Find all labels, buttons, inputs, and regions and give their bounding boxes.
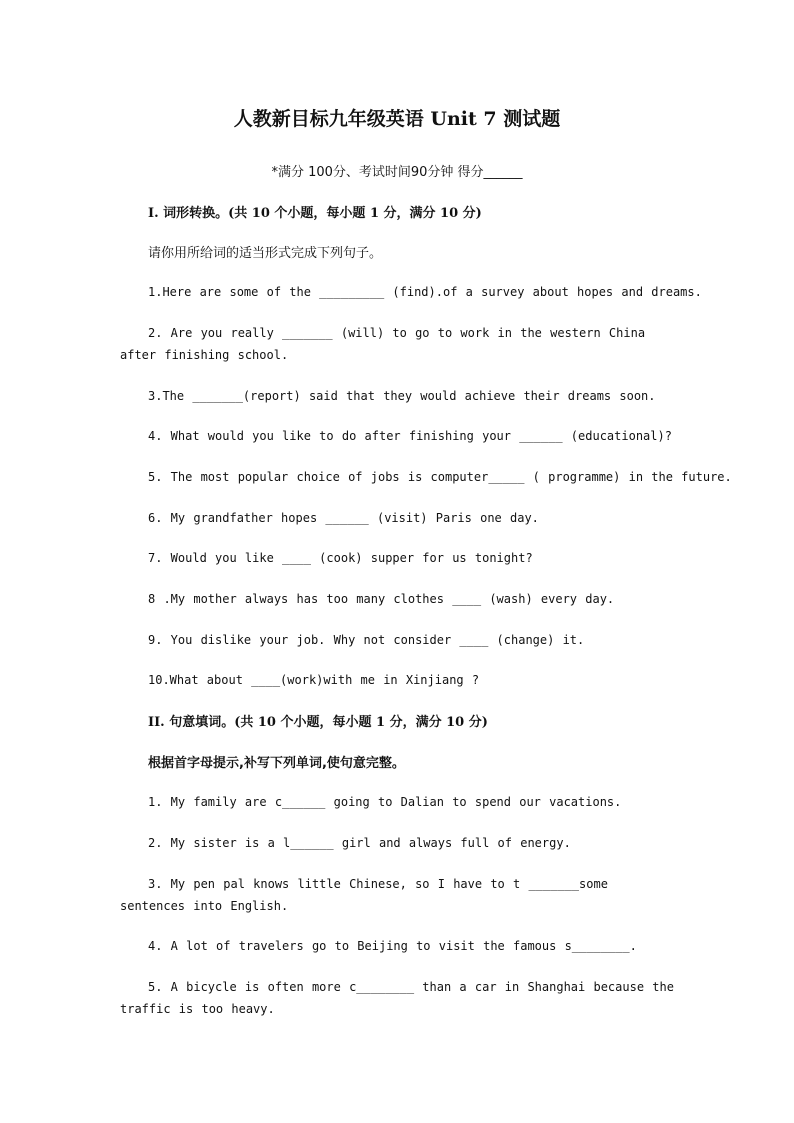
question-1-4: 4. What would you like to do after finishing your ______ (educational)?: [148, 429, 672, 443]
question-1-1: 1.Here are some of the _________ (find).of a survey about hopes and dreams.: [148, 285, 702, 299]
section-2-heading: II. 句意填词。(共 10 个小题，每小题 1 分，满分 10 分): [148, 715, 488, 730]
section-1-heading: I. 词形转换。(共 10 个小题，每小题 1 分，满分 10 分): [148, 206, 482, 221]
question-1-9: 9. You dislike your job. Why not consider ____ (change) it.: [148, 633, 585, 647]
section-1-instruction: 请你用所给词的适当形式完成下列句子。: [148, 246, 383, 261]
question-2-4: 4. A lot of travelers go to Beijing to visit the famous s________.: [148, 939, 637, 953]
question-1-3: 3.The _______(report) said that they would achieve their dreams soon.: [148, 389, 656, 403]
question-2-5: 5. A bicycle is often more c________ than a car in Shanghai because the traffic is too heavy.: [120, 980, 674, 1016]
question-2-1: 1. My family are c______ going to Dalian to spend our vacations.: [148, 795, 622, 809]
question-1-2: 2. Are you really _______ (will) to go to work in the western China after finishing school.: [120, 326, 646, 362]
score-line: *满分 100分、考试时间90分钟 得分______: [271, 165, 523, 180]
question-2-3: 3. My pen pal knows little Chinese, so I have to t _______some sentences into English.: [120, 877, 608, 913]
question-2-2: 2. My sister is a l______ girl and always full of energy.: [148, 836, 571, 850]
section-2-instruction: 根据首字母提示,补写下列单词,使句意完整。: [148, 756, 405, 771]
question-1-8: 8 .My mother always has too many clothes ____ (wash) every day.: [148, 592, 615, 606]
document-title: 人教新目标九年级英语 Unit 7 测试题: [233, 108, 561, 130]
question-1-6: 6. My grandfather hopes ______ (visit) Paris one day.: [148, 511, 539, 525]
question-1-10: 10.What about ____(work)with me in Xinjiang ?: [148, 673, 480, 687]
question-1-5: 5. The most popular choice of jobs is computer_____ ( programme) in the future.: [148, 470, 732, 484]
question-1-7: 7. Would you like ____ (cook) supper for us tonight?: [148, 551, 533, 565]
